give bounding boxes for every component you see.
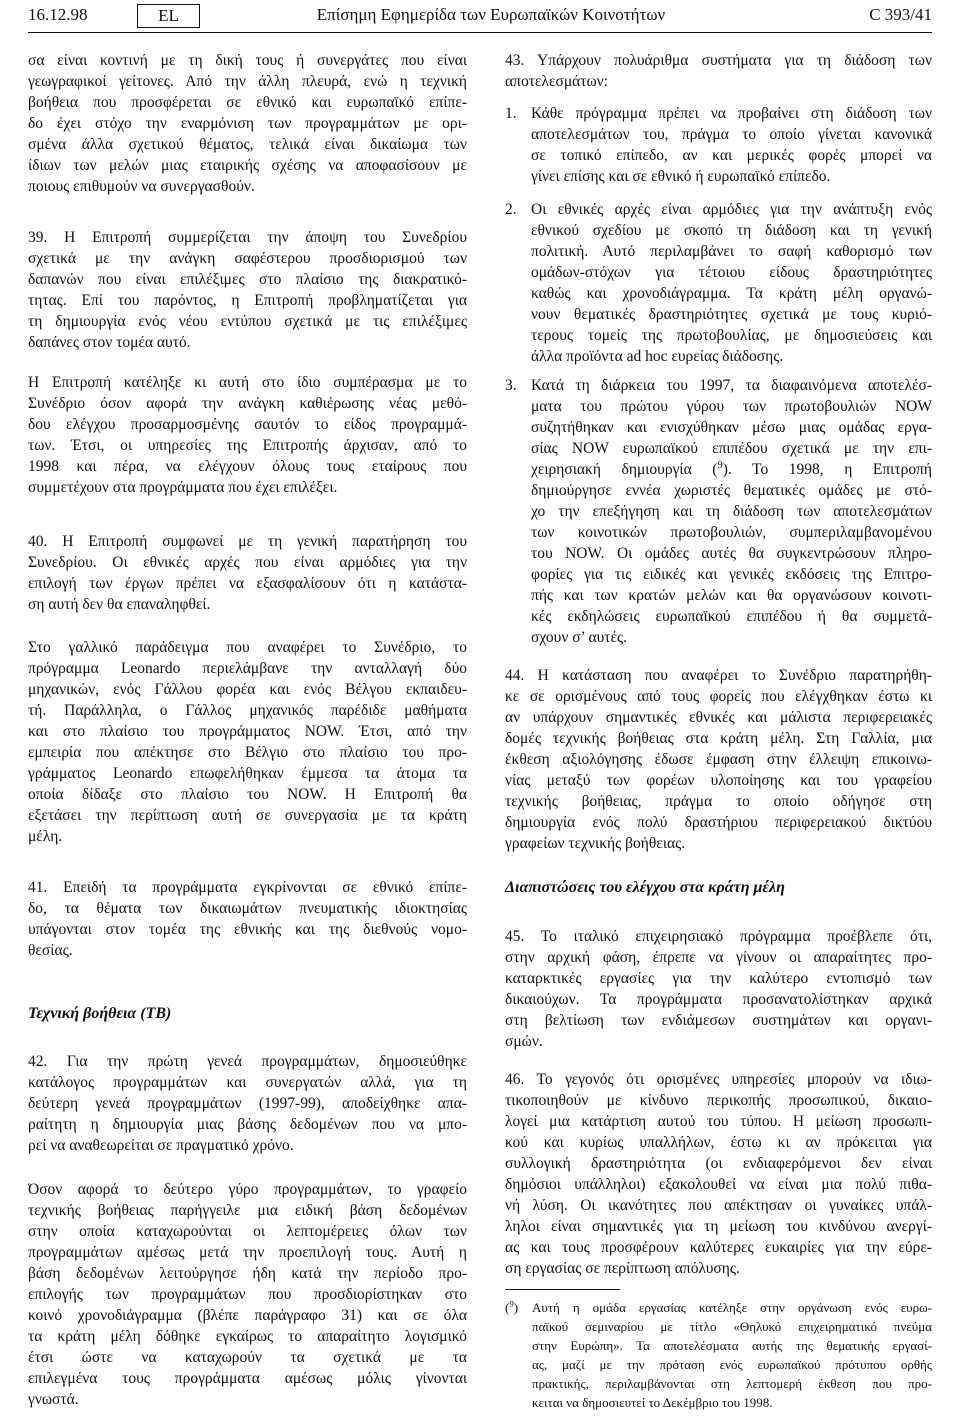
text-line: σίας NOW ευρωπαϊκού επιπέδου σχετικά με την επι- bbox=[531, 440, 932, 457]
text-line: συλλογική δραστηριότητα (οι ενδιαφερόμενοι δεν είναι bbox=[505, 1155, 932, 1172]
footnote-text bbox=[532, 1298, 932, 1412]
text-line: 1998 και πέρα, να ελέγχουν όλους τους εταίρους που bbox=[28, 458, 467, 475]
text-line: τή. Παράλληλα, ο Γάλλος μηχανικός παρέδιδε μαθήματα bbox=[28, 702, 467, 719]
text-line: μέλη. bbox=[28, 828, 63, 845]
publication-date: 16.12.98 bbox=[28, 5, 88, 24]
text-line: δημιουργία ενός πολύ δραστήριου περιφερειακού δικτύου bbox=[505, 814, 932, 831]
text-line: κατάλογος προγραμμάτων και συνεργατών αλλά, για τη bbox=[28, 1074, 467, 1091]
text-line: γεωγραφικοί γείτονες. Από την άλλη πλευρά, ενώ η τεχνική bbox=[28, 73, 467, 90]
text-line: αποτελεσμάτων του, πράγμα το οποίο γίνεται κανονικά bbox=[531, 126, 932, 143]
text-line: φορίες για τις ειδικές και γενικές εκδόσεις της Επιτρο- bbox=[531, 566, 932, 583]
footnote-9 bbox=[505, 1298, 932, 1412]
text-line: υπάγονται στον τομέα της εθνικής και της διεθνούς νομο- bbox=[28, 921, 467, 938]
text-line: τη δημιουργία ενός νέου εντύπου σχετικά με τις επιλέξιμες bbox=[28, 313, 467, 330]
text-line: των κοινοτικών πρωτοβουλιών, συμπεριλαμβανομένου bbox=[531, 524, 932, 541]
header-divider bbox=[28, 32, 932, 33]
text-line: ραίτητη η δημιουργία μιας βάσης δεδομένων που να μπο- bbox=[28, 1116, 467, 1133]
list-item-2 bbox=[505, 199, 932, 367]
text-line: στην αρχική φάση, έπρεπε να γίνουν οι απαραίτητες προ- bbox=[505, 949, 932, 966]
page-reference: C 393/41 bbox=[869, 5, 932, 24]
list-item-number: 3. bbox=[505, 377, 517, 394]
language-badge: EL bbox=[137, 4, 200, 28]
footnote-reference: 9 bbox=[717, 459, 723, 471]
text-line: γίνει επίσης και σε εθνικό ή ευρωπαϊκό επίπεδο. bbox=[531, 168, 831, 185]
text-line bbox=[531, 459, 932, 480]
text-line: λογεί μια κατάρτιση αυτού του τύπου. Η μείωση προσωπι- bbox=[505, 1113, 932, 1130]
text-line: Συνεδρίου. Οι εθνικές αρχές που είναι αρμόδιες για την bbox=[28, 554, 467, 571]
paragraph-43 bbox=[505, 50, 932, 92]
paragraph-40-example bbox=[28, 637, 467, 847]
paragraph-39 bbox=[28, 227, 467, 353]
text-line: 42. Για την πρώτη γενεά προγραμμάτων, δημοσιεύθηκε bbox=[28, 1053, 467, 1070]
text-line: τερους τομείς της πρωτοβουλίας, με δημοσιεύσεις και bbox=[531, 327, 932, 344]
text-line: βάση δεδομένων λειτούργησε ήδη κατά την περίοδο προ- bbox=[28, 1265, 467, 1282]
text-line: Αυτή η ομάδα εργασίας κατέληξε στην οργάνωση ενός ευρω- bbox=[532, 1300, 932, 1315]
text-line: δαπανών που είναι επιλέξιμες στο πλαίσιο της διακρατικό- bbox=[28, 271, 467, 288]
text-line: 44. Η κατάσταση που αναφέρει το Συνέδριο παρατηρήθη- bbox=[505, 667, 932, 684]
text-line: θεσίας. bbox=[28, 942, 73, 959]
text-line: έκθεση αξιολόγησης έδωσε έμφαση στην έλλειψη επικοινω- bbox=[505, 751, 932, 768]
text-line: νή λύση. Οι ικανότητες που απέκτησαν οι γυναίκες υπάλ- bbox=[505, 1197, 932, 1214]
text-line: σα είναι κοντινή με τη δική τους ή συνεργάτες που είναι bbox=[28, 52, 467, 69]
text-line: δο, τα θέματα των δικαιωμάτων πνευματικής ιδιοκτησίας bbox=[28, 900, 467, 917]
text-line: ποιους επιθυμούν να συνεργασθούν. bbox=[28, 178, 255, 195]
text-line: έτσι ώστε να καταχωρούν τα σχετικά με τα bbox=[28, 1349, 467, 1366]
text-line: ματα του πρώτου γύρου των πρωτοβουλιών NOW bbox=[531, 398, 932, 415]
text-line: δομές τεχνικής βοήθειας στα κράτη μέλη. Στη Γαλλία, μια bbox=[505, 730, 932, 747]
footnote-label bbox=[505, 1298, 518, 1317]
text-line: 46. Το γεγονός ότι ορισμένες υπηρεσίες μπορούν να ιδιω- bbox=[505, 1071, 932, 1088]
text-line: εθνικού σχεδίου με σκοπό τη διάδοση και τη γενική bbox=[531, 222, 932, 239]
text-line: καταρκτικές εργασίες για την καλύτερο εντοπισμό των bbox=[505, 970, 932, 987]
text-line: δο έχει στόχο την εναρμόνιση των προγραμμάτων με ορι- bbox=[28, 115, 467, 132]
text-line: τεχνικής βοήθειας, πράγμα το οποίο οδήγησε στη bbox=[505, 793, 932, 810]
text-line: τητας. Επί του παρόντος, η Επιτροπή προβληματίζεται για bbox=[28, 292, 467, 309]
text-line: δημόσιοι υπάλληλοι) εξακολουθεί να είναι μια πολύ πιθα- bbox=[505, 1176, 932, 1193]
list-item-1 bbox=[505, 103, 932, 187]
text-line: 39. Η Επιτροπή συμμερίζεται την άποψη του Συνεδρίου bbox=[28, 229, 467, 246]
text-line: επιλογής των προγραμμάτων που προσδιορίστηκαν στο bbox=[28, 1286, 467, 1303]
text-line: κοινό χρονοδιάγραμμα (βλέπε παράγραφο 31) και σε όλα bbox=[28, 1307, 467, 1324]
text-line: Στο γαλλικό παράδειγμα που αναφέρει το Συνέδριο, το bbox=[28, 639, 467, 656]
text-line: στην οποία καταχωρούνται οι λεπτομέρειες όλων των bbox=[28, 1223, 467, 1240]
text-line: ίδιων των μελών μιας εταιρικής σχέσης να αποφασίσουν με bbox=[28, 157, 467, 174]
text-line: 45. Το ιταλικό επιχειρησιακό πρόγραμμα προέβλεπε ότι, bbox=[505, 928, 932, 945]
list-item-text bbox=[531, 199, 932, 367]
text-line: Συνέδριο όσον αφορά την ανάγκη καθιέρωσης νέας μεθό- bbox=[28, 395, 467, 412]
text-line: τικοποιηθούν με κίνδυνο περικοπής προσωπικού, δικαιο- bbox=[505, 1092, 932, 1109]
text-line: επιλογή των έργων πρέπει να εξασφαλίσουν ότι η κατάστα- bbox=[28, 575, 467, 592]
text-line: δημιούργησε εννέα χωριστές θεματικές ομάδες με στό- bbox=[531, 482, 932, 499]
text-line: άλλα προϊόντα ad hoc ευρείας διάδοσης. bbox=[531, 348, 784, 365]
text-line: παϊκού σεμιναρίου με τίτλο «Θηλυκό επιχειρηματικό πνεύμα bbox=[532, 1319, 932, 1334]
text-line: 40. Η Επιτροπή συμφωνεί με τη γενική παρατήρηση του bbox=[28, 533, 467, 550]
text-line: εξετάσει την περίπτωση αυτή σε συνεργασία με τα κράτη bbox=[28, 807, 467, 824]
text-line: γραφείων τεχνικής βοήθειας. bbox=[505, 835, 686, 852]
list-item-number: 1. bbox=[505, 105, 517, 122]
text-line: σχουν σ’ αυτές. bbox=[531, 629, 627, 646]
text-line: δεύτερη γενεά προγραμμάτων (1997-99), αποδείχθηκε απα- bbox=[28, 1095, 467, 1112]
text-line: σμών. bbox=[505, 1033, 543, 1050]
text-line: στην Ευρώπη». Τα αποτελέσματα αυτής της θεματικής εργασί- bbox=[532, 1338, 932, 1353]
text-line: τα κράτη μέλη δόθηκε εγκαίρως το απαραίτητο λογισμικό bbox=[28, 1328, 467, 1345]
text-line: συζητήθηκαν και ενισχύθηκαν μέσω μιας ομάδας εργα- bbox=[531, 419, 932, 436]
text-line: Κάθε πρόγραμμα πρέπει να προβαίνει στη διάδοση των bbox=[531, 105, 932, 122]
text-line: ρεί να αναθεωρείται σε πραγματικό χρόνο. bbox=[28, 1137, 294, 1154]
text-line: κού και κυρίως υπαλλήλων, έστω κι αν πρόκειται για bbox=[505, 1134, 932, 1151]
text-line: χο την επεξήγηση και τη διάδοση των αποτελεσμάτων bbox=[531, 503, 932, 520]
text-line: στη βελτίωση των ενδιάμεσων συστημάτων και οργανι- bbox=[505, 1012, 932, 1029]
text-line: Οι εθνικές αρχές είναι αρμόδιες για την ανάπτυξη ενός bbox=[531, 201, 932, 218]
text-line: 41. Επειδή τα προγράμματα εγκρίνονται σε εθνικό επίπε- bbox=[28, 879, 467, 896]
text-segment: ). Το 1998, η Επιτροπή bbox=[722, 461, 932, 478]
journal-title: Επίσημη Εφημερίδα των Ευρωπαϊκών Κοινοτήτων bbox=[316, 5, 666, 24]
paragraph-39-conclusion bbox=[28, 372, 467, 498]
list-item-text bbox=[531, 375, 932, 648]
section-heading-technical-assistance: Τεχνική βοήθεια (ΤΒ) bbox=[28, 1005, 172, 1022]
text-line: αποτελεσμάτων: bbox=[505, 73, 608, 90]
footnote-number: 9 bbox=[509, 1298, 514, 1309]
text-line: ληλοι είναι σημαντικές για τη μείωση του κινδύνου ανεργί- bbox=[505, 1218, 932, 1235]
text-line: γράμματος Leonardo επωφελήθηκαν έμμεσα τα άτομα τα bbox=[28, 765, 467, 782]
list-item-number: 2. bbox=[505, 201, 517, 218]
text-line: νουν θεματικές δραστηριότητες σχετικά με τους κυριό- bbox=[531, 306, 932, 323]
text-line: πρακτικής, περιλαμβάνονται στη λεπτομερή έκθεση που προ- bbox=[532, 1376, 932, 1391]
text-line: σμένα άλλα σχετικού θέματος, τελικά είναι δικαίωμα των bbox=[28, 136, 467, 153]
footnote-divider bbox=[505, 1289, 620, 1290]
text-line: ση εργασίας σε περίπτωση απόλυσης. bbox=[505, 1260, 740, 1277]
text-line: τεχνικής βοήθειας παρήγγειλε μια ειδική βάση δεδομένων bbox=[28, 1202, 467, 1219]
text-line: Η Επιτροπή κατέληξε κι αυτή στο ίδιο συμπέρασμα με το bbox=[28, 374, 467, 391]
paragraph-continued bbox=[28, 50, 467, 197]
text-line: κές εκδηλώσεις ευρωπαϊκού επιπέδου ή θα συμμετά- bbox=[531, 608, 932, 625]
paragraph-40 bbox=[28, 531, 467, 615]
text-line: ση αυτή δεν θα επαναληφθεί. bbox=[28, 596, 211, 613]
text-line: αν υπάρχουν σημαντικές εθνικές και μάλιστα περιφερειακές bbox=[505, 709, 932, 726]
list-item-text bbox=[531, 103, 932, 187]
text-line: πρόγραμμα Leonardo περιελάμβανε την ανταλλαγή δύο bbox=[28, 660, 467, 677]
text-line: Κατά τη διάρκεια του 1997, τα διαφαινόμενα αποτελέσ- bbox=[531, 377, 932, 394]
text-line: επιλεγμένα τους προγράμματα αμέσως μόλις γίνονται bbox=[28, 1370, 467, 1387]
footnote-label-close: ) bbox=[513, 1300, 519, 1315]
text-line: οποία δίδαξε στο πλαίσιο του NOW. Η Επιτροπή θα bbox=[28, 786, 467, 803]
text-line: σε τοπικό επίπεδο, αν και μερικές φορές μπορεί να bbox=[531, 147, 932, 164]
text-line: γνωστά. bbox=[28, 1391, 79, 1408]
text-line: ας και τους προσφέρουν καλύτερες ευκαιρίες για την εύρε- bbox=[505, 1239, 932, 1256]
text-line: νίας μεταξύ των φορέων υλοποίησης και του γραφείου bbox=[505, 772, 932, 789]
paragraph-44 bbox=[505, 665, 932, 854]
text-line: δου ελέγχου προσαρμοσμένης σαυτόν το είδος προγραμμά- bbox=[28, 416, 467, 433]
list-item-3 bbox=[505, 375, 932, 648]
text-line: 43. Υπάρχουν πολυάριθμα συστήματα για τη διάδοση των bbox=[505, 52, 932, 69]
text-line: εμπειρία που απέκτησε στο Βέλγιο στο πλαίσιο του προ- bbox=[28, 744, 467, 761]
text-line: συμμετέχουν στα προγράμματα που έχει επιλέξει. bbox=[28, 479, 338, 496]
text-segment: χειρησιακή δημιουργία ( bbox=[531, 461, 718, 478]
text-line: προγραμμάτων αμέσως μετά την προεπιλογή τους. Αυτή η bbox=[28, 1244, 467, 1261]
footnote-label-open: ( bbox=[505, 1300, 510, 1315]
text-line: καθώς και χρονοδιάγραμμα. Τα κράτη μέλη οργανώ- bbox=[531, 285, 932, 302]
text-line: Όσον αφορά το δεύτερο γύρο προγραμμάτων, το γραφείο bbox=[28, 1181, 467, 1198]
text-line: του NOW. Οι ομάδες αυτές θα συγκεντρώσουν πληρο- bbox=[531, 545, 932, 562]
text-line: σχετικά με την ανάγκη σαφέστερου προσδιορισμού των bbox=[28, 250, 467, 267]
paragraph-42 bbox=[28, 1051, 467, 1156]
text-line: ας, μαζί με την πρόταση ενός ευρωπαϊκού πρότυπου ορθής bbox=[532, 1357, 932, 1372]
text-line: των. Έτσι, οι υπηρεσίες της Επιτροπής άρχισαν, από το bbox=[28, 437, 467, 454]
paragraph-45 bbox=[505, 926, 932, 1052]
paragraph-46 bbox=[505, 1069, 932, 1279]
text-line: πής και των κρατών μελών και θα οργανώσουν κοινοτι- bbox=[531, 587, 932, 604]
text-line: κε σε ορισμένους από τους φορείς που ελέγχθηκαν έστω κι bbox=[505, 688, 932, 705]
text-line: κειται να δημοσιευτεί το Δεκέμβριο του 1998. bbox=[532, 1395, 773, 1410]
text-line: και στο πλαίσιο του προγράμματος NOW. Έτσι, από την bbox=[28, 723, 467, 740]
text-line: μηχανικών, ενός Γάλλου φορέα και ενός Βέλγου εκπαιδευ- bbox=[28, 681, 467, 698]
text-line: δικαιούχων. Τα προγράμματα προσανατολίστηκαν αρχικά bbox=[505, 991, 932, 1008]
section-heading-audit-findings: Διαπιστώσεις του ελέγχου στα κράτη μέλη bbox=[505, 879, 785, 896]
text-line: πολιτική. Αυτό περιλαμβάνει το σαφή καθορισμό των bbox=[531, 243, 932, 260]
paragraph-41 bbox=[28, 877, 467, 961]
text-line: βοήθεια που προσφέρεται σε εθνικό και ευρωπαϊκό επίπε- bbox=[28, 94, 467, 111]
text-line: δαπάνες στον τομέα αυτό. bbox=[28, 334, 191, 351]
paragraph-42-database bbox=[28, 1179, 467, 1410]
text-line: ομάδων-στόχων για τέτοιου είδους δραστηριότητες bbox=[531, 264, 932, 281]
